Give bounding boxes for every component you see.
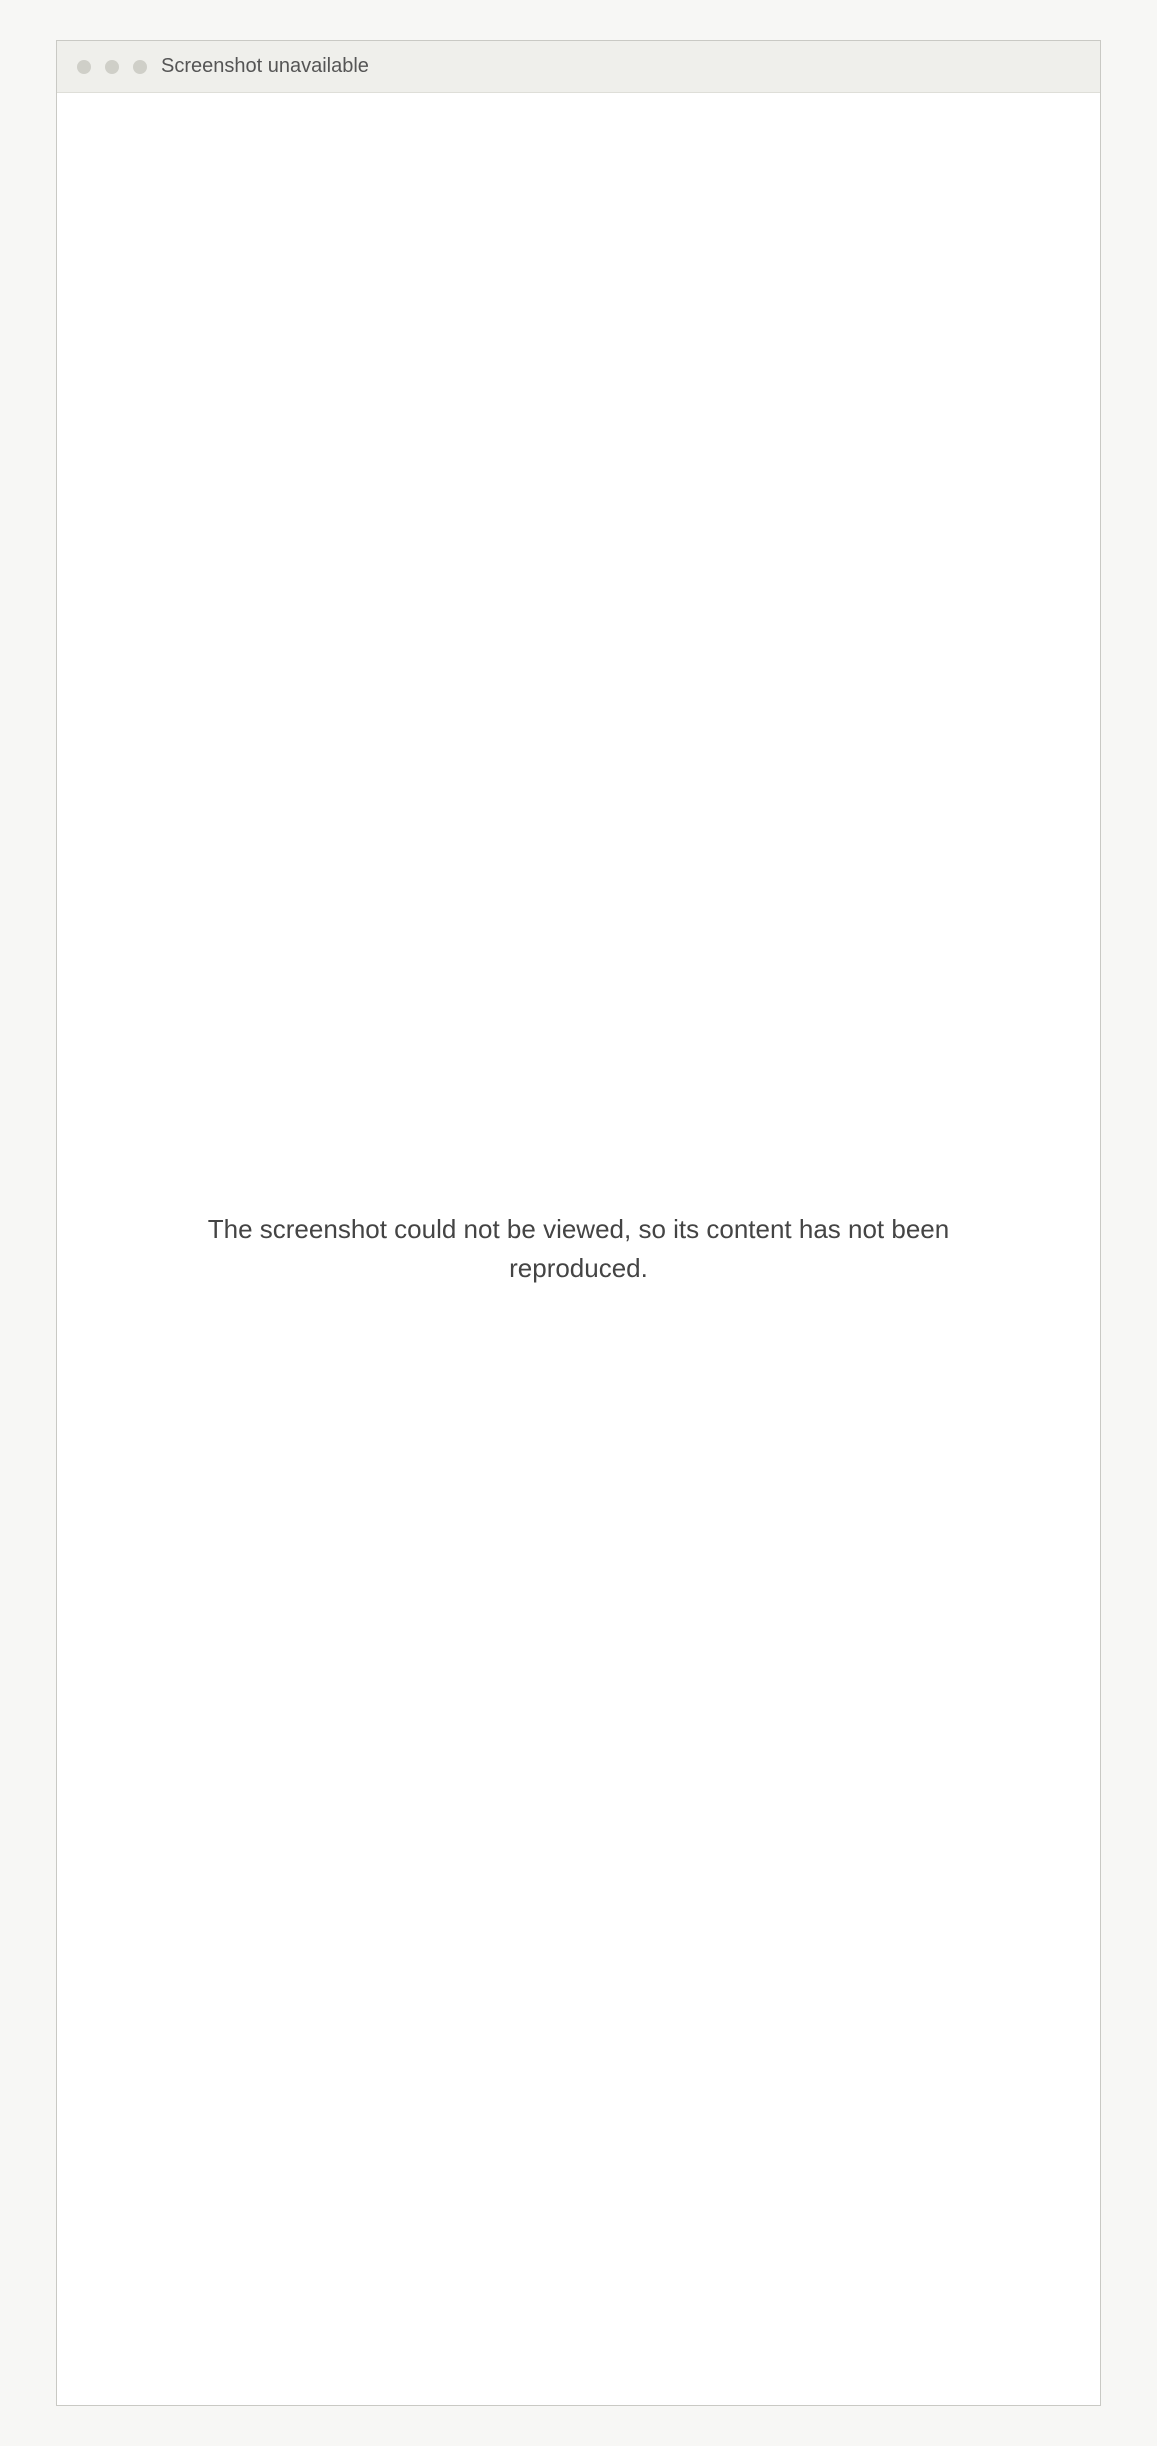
title-bar: [57, 41, 1100, 93]
content-area: [57, 93, 1100, 2405]
window-control-icon: [133, 60, 147, 74]
window: [56, 40, 1101, 2406]
window-control-icon: [105, 60, 119, 74]
unavailable-notice: The screenshot could not be viewed, so its content has not been reproduced.: [207, 1214, 950, 1283]
window-control-icon: [77, 60, 91, 74]
window-title: Screenshot unavailable: [161, 55, 369, 77]
